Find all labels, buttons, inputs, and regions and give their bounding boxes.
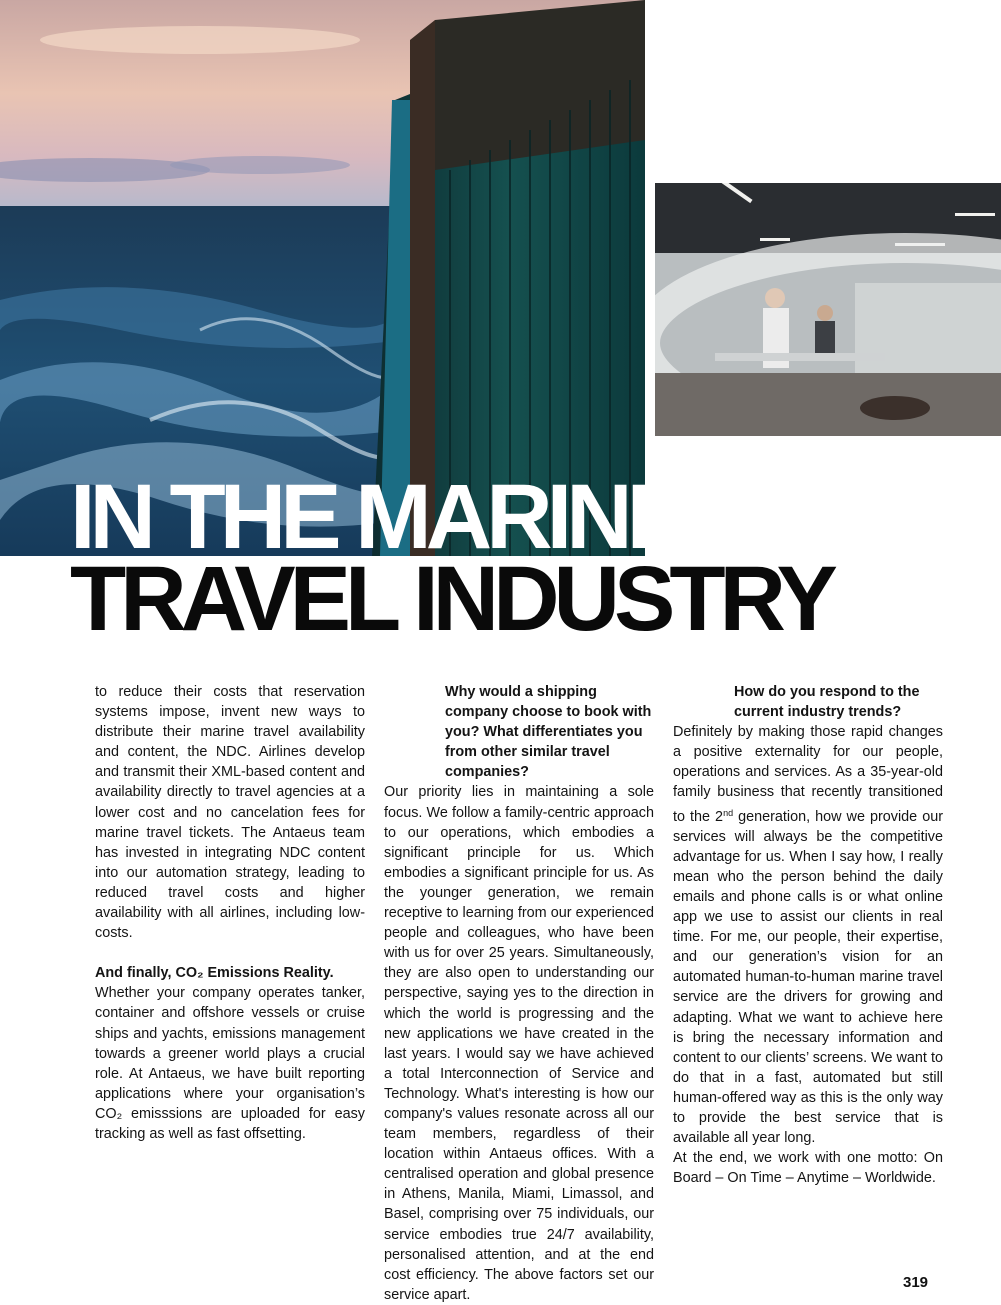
headline-line-1: IN THE MARINE xyxy=(70,466,682,568)
answer-trends-part-1: Definitely by making those rapid changes a positive externality for our people, operations and services. As a 35-year-old family business that recently transitioned to the 2 xyxy=(673,724,943,825)
headline xyxy=(70,466,970,650)
answer-trends-part-2: generation, how we provide our services will always be the competitive advantage for us. When I say how, I really mean who the person behind the daily emails and phone calls is or what online app we use to assist our clients in real time. For me, our people, their expertise, and our generation’s vision for an automated human-to-human marine travel service are the drivers for growing and adapting. What we want to achieve here is bring the necessary information and content to our clients’ screens. We want to do that in a fast, automated but still human-offered way as this is the only way to provide the best service that is available all year long. xyxy=(673,808,943,1147)
closing-motto: At the end, we work with one motto: On Board – On Time – Anytime – Worldwide. xyxy=(673,1150,943,1187)
column-2 xyxy=(384,682,654,1305)
page-number: 319 xyxy=(903,1274,929,1291)
question-trends: How do you respond to the current industry trends? xyxy=(734,684,920,721)
office-illustration xyxy=(655,183,1001,436)
answer-shipping: Our priority lies in maintaining a sole focus. We follow a family-centric approach to our operations, which embodies a significant principle for us. Which embodies a significant principle for us. As the younger generation, we remain receptive to learning from our experienced people and colleagues, who have been with us for over 25 years. Simultaneously, they are also open to understanding our perspective, saying yes to the direction in which the world is progressing and the new applications we have created in the last years. I would say we have achieved a total Interconnection of Service and Technology. What's interesting is how our company's values resonate across all our team members, regardless of their location within Antaeus offices. With a centralised operation and global presence in Athens, Manila, Miami, Limassol, and Basel, comprising over 75 individuals, our service embodies true 24/7 availability, personalised attention, and at the end cost efficiency. The above factors set our service apart. xyxy=(384,784,654,1303)
question-shipping: Why would a shipping company choose to book with you? What differentiates you from other similar travel companies? xyxy=(445,684,652,781)
column-1-paragraph-2: Whether your company operates tanker, container and offshore vessels or cruise ships and yachts, emissions management towards a greener world plays a crucial role. At Antaeus, we have built reporting applications where your organisation’s CO₂ emisssions are uploaded for easy tracking as well as fast offsetting. xyxy=(95,985,365,1142)
column-1 xyxy=(95,682,365,1144)
answer-trends xyxy=(673,722,943,1148)
office-photo xyxy=(655,183,1001,436)
headline-line-2: TRAVEL INDUSTRY xyxy=(70,548,832,650)
column-3 xyxy=(673,682,943,1188)
emissions-heading: And finally, CO₂ Emissions Reality. xyxy=(95,965,334,982)
ordinal-superscript: nd xyxy=(723,807,734,818)
column-1-paragraph: to reduce their costs that reservation systems impose, invent new ways to distribute their marine travel availability and content, the NDC. Airlines develop and transmit their XML-based content and availability directly to travel agencies at a lower cost and no cancelation fees for marine travel tickets. The Antaeus team has invested in integrating NDC content into our automation strategy, leading to reduced travel costs and higher availability with all airlines, including low-costs. xyxy=(95,684,365,942)
